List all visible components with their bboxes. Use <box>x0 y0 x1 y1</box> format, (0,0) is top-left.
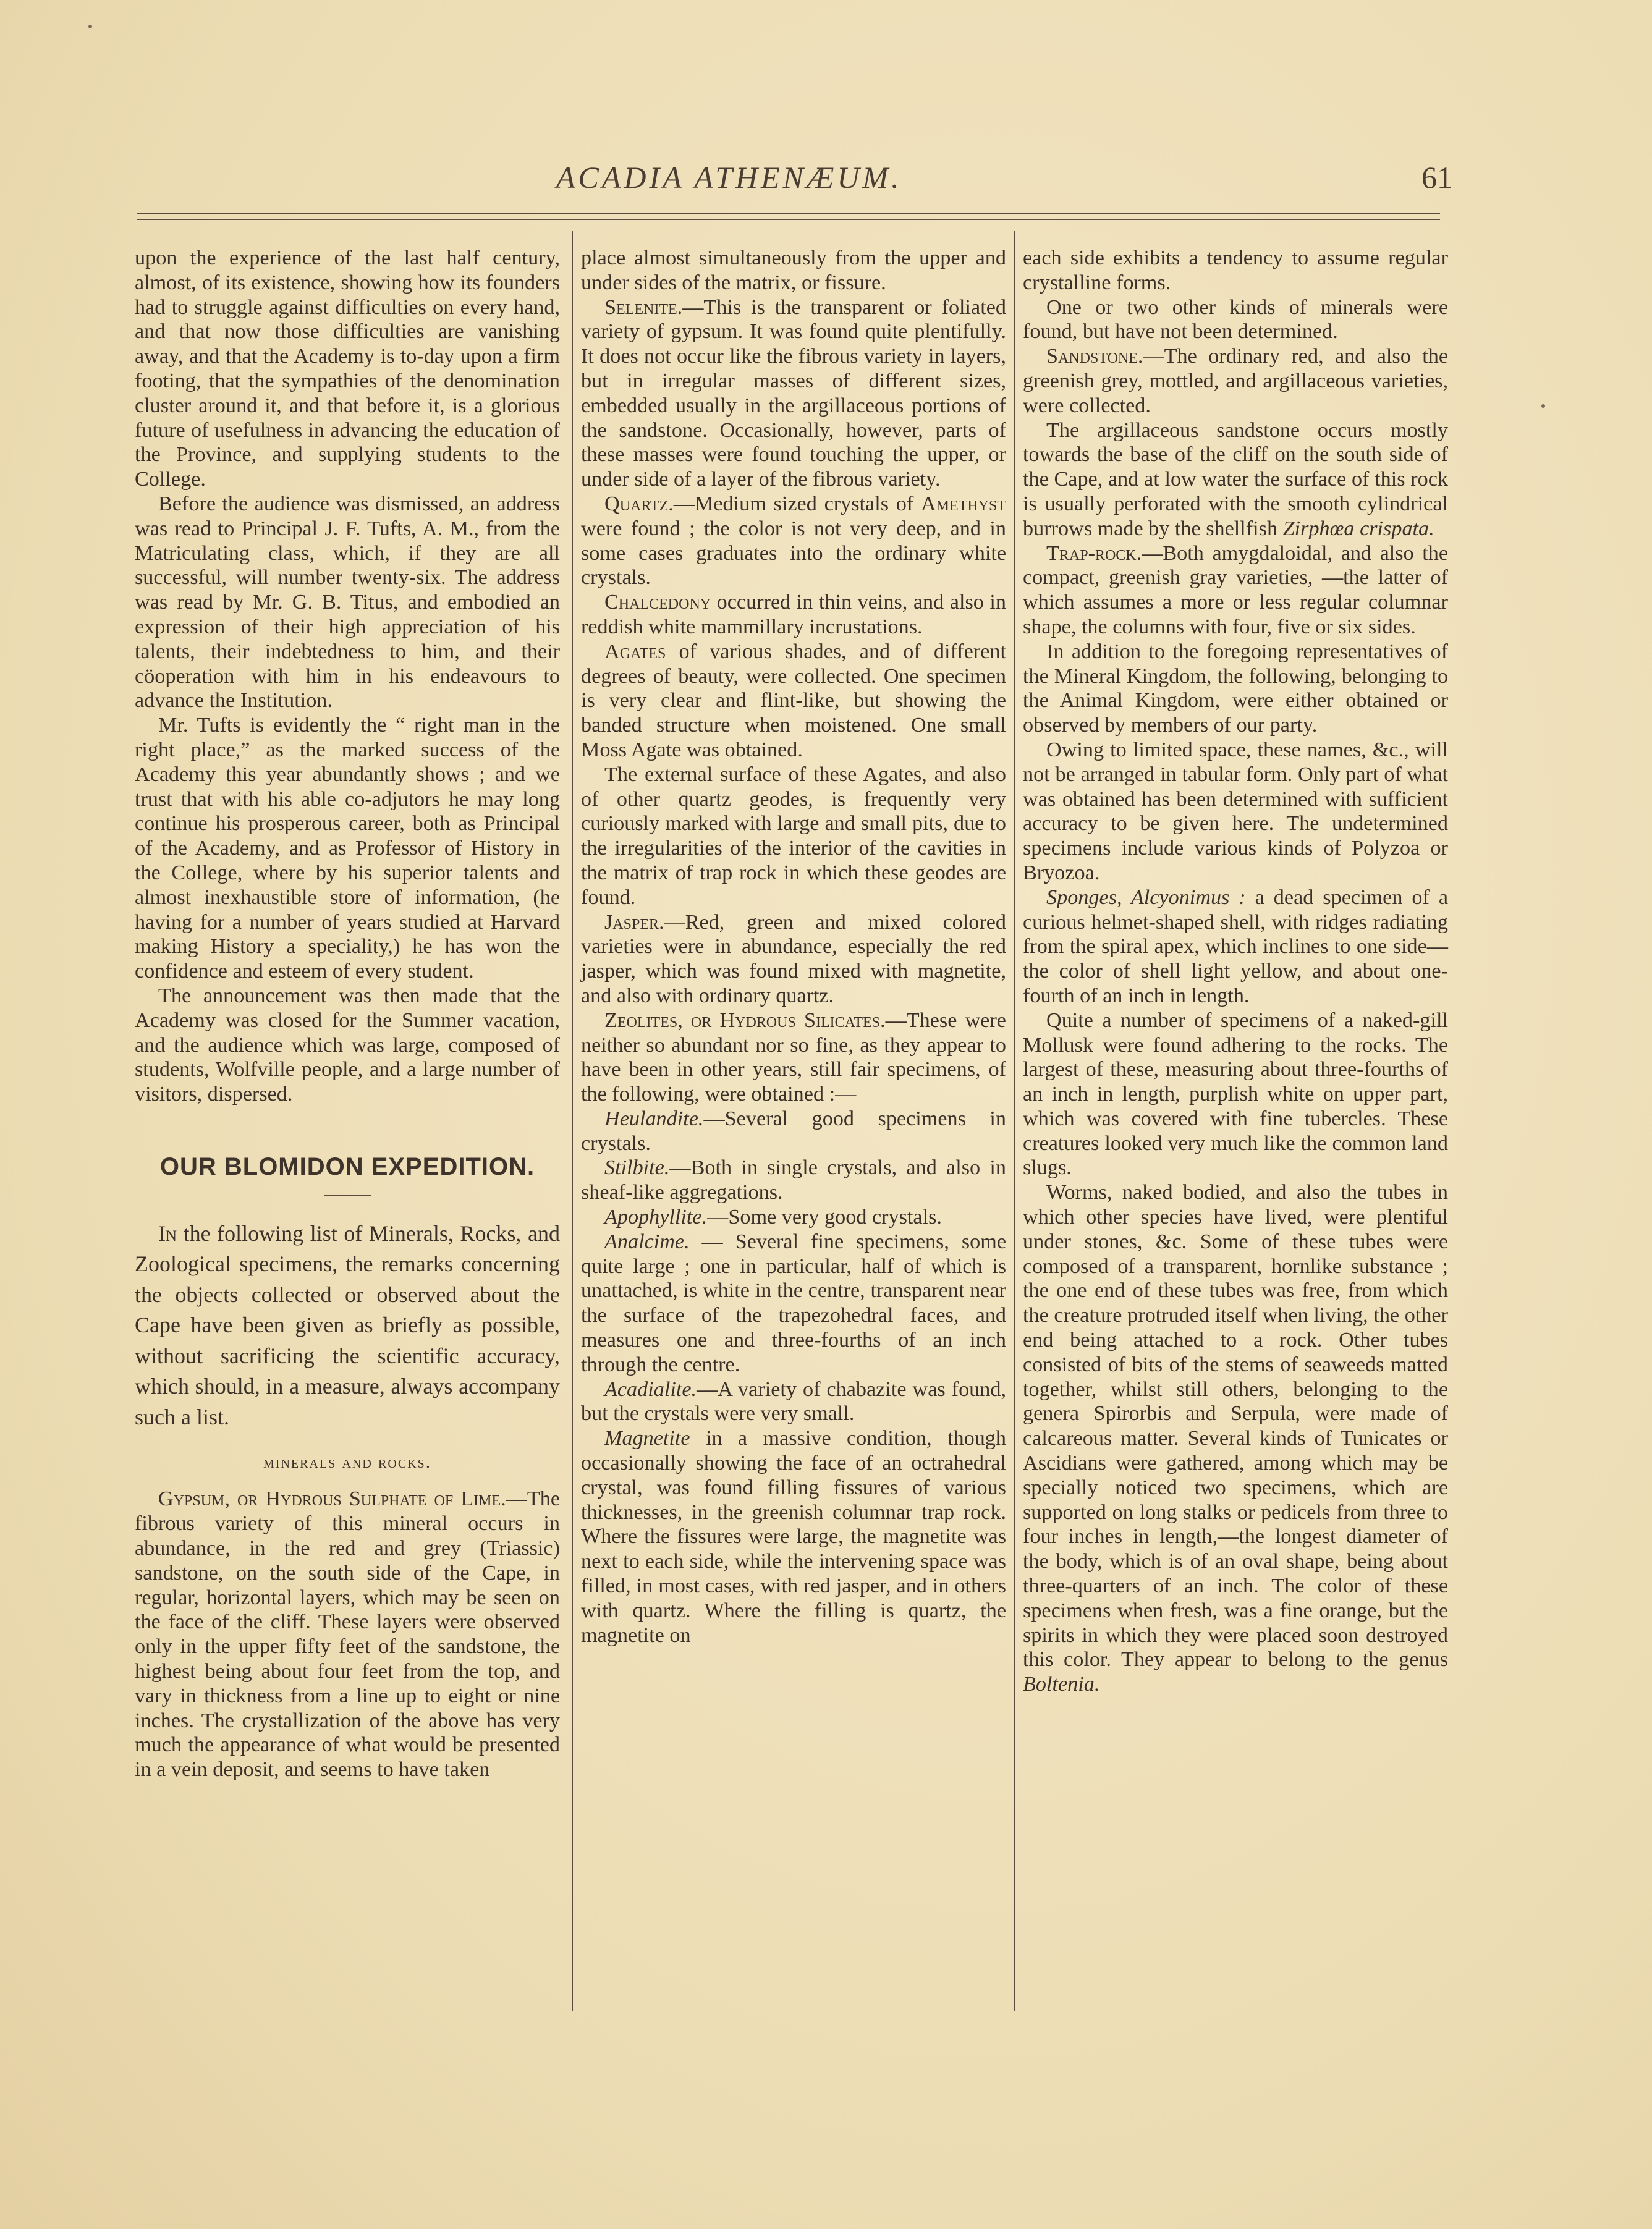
column-divider-2 <box>1014 231 1015 2011</box>
paragraph-jasper <box>581 910 1006 1009</box>
entry-text: —Some very good crystals. <box>707 1206 942 1229</box>
entry-label: Selenite. <box>604 295 683 319</box>
header-rule-bottom <box>137 219 1440 220</box>
entry-label: Acadialite. <box>604 1377 697 1401</box>
paragraph: In addition to the foregoing representatives of the Mineral Kingdom, the following, belonging to the Animal Kingdom, were either obtained or observed by members of our party. <box>1023 640 1448 737</box>
paragraph-apophyllite <box>581 1205 1006 1230</box>
paragraph: The external surface of these Agates, and also of other quartz geodes, is frequently very curiously marked with large and small pits, due to the irregularities of the interior of the cavities in the matrix of trap rock in which these geodes are found. <box>581 763 1006 909</box>
article-heading: OUR BLOMIDON EXPEDITION. <box>159 1153 535 1180</box>
page-number: 61 <box>1421 160 1452 195</box>
entry-label: Apophyllite. <box>604 1206 708 1229</box>
entry-text: of various shades, and of different degrees of beauty, were collected. One specimen is very clear and flint-like, but showing the banded structure when moistened. One small Moss Agate was obtained. <box>581 640 1006 761</box>
entry-label: Stilbite. <box>604 1156 670 1180</box>
paragraph-stilbite <box>581 1156 1006 1205</box>
paragraph-quartz <box>581 492 1006 590</box>
paragraph: Mr. Tufts is evidently the “ right man in the right place,” as the marked success of the Academy this year abundantly shows ; and we trust that with his able co-adjutors he may long continue his prosperous career, both as Principal of the Academy, and as Professor of History in the College, where by his superior talents and almost inexhaustible store of information, (he having for a number of years studied at Harvard making History a speciality,) he has won the confidence and esteem of every student. <box>135 714 560 983</box>
paragraph: One or two other kinds of minerals were found, but have not been determined. <box>1023 295 1448 344</box>
entry-text: —Both in single crystals, and also in sheaf-like aggregations. <box>581 1156 1006 1204</box>
paper-speck <box>1541 404 1545 408</box>
entry-label: Zeolites, or Hydrous Silicates. <box>604 1009 886 1032</box>
entry-label: Quartz. <box>604 492 674 515</box>
entry-label: Sponges, Alcyonimus : <box>1046 886 1246 909</box>
entry-text: —Red, green and mixed colored varieties were in abundance, especially the red jasper, which was found mixed with magnetite, and also with ordinary quartz. <box>581 910 1006 1007</box>
species-name: Boltenia. <box>1023 1673 1100 1696</box>
section-subhead: minerals and rocks. <box>263 1452 431 1473</box>
entry-label: Gypsum, or Hydrous Sulphate of Lime. <box>158 1487 506 1511</box>
paragraph <box>1023 418 1448 541</box>
entry-text: Worms, naked bodied, and also the tubes in which other species have lived, were plentiful under stones, &c. Some of these tubes were composed of a transparent, hornlike substance ; the one end of these tubes was free, from which the creature protruded itself when living, the other end being attached to a rock. Other tubes consisted of bits of the stems of seaweeds matted together, whilst still others, belonging to the genera Spirorbis and Serpula, were made of calcareous matter. Several kinds of Tunicates or Ascidians were gathered, among which may be specially noticed two specimens, which are supported on long stalks or pedicels from three to four inches in length,—the longest diameter of the body, which is of an oval shape, being about three-quarters of an inch. The color of these specimens when fresh, was a fine orange, but the spirits in which they were placed soon destroyed this color. They appear to belong to the genus <box>1023 1181 1448 1672</box>
column-2 <box>581 246 1006 1647</box>
paragraph-chalcedony <box>581 590 1006 640</box>
paragraph: each side exhibits a tendency to assume regular crystalline forms. <box>1023 247 1448 294</box>
entry-text: occurred in thin veins, and also in reddish white mammillary incrustations. <box>581 591 1006 638</box>
paragraph: The announcement was then made that the Academy was closed for the Summer vacation, and the audience which was large, composed of students, Wolfville people, and a large number of visitors, dispersed. <box>135 984 560 1106</box>
entry-label: Jasper. <box>604 910 664 934</box>
paragraph-traprock <box>1023 541 1448 640</box>
entry-text: in a massive condition, though occasionally showing the face of an octrahedral crystal, was found filling fissures of various thicknesses, in the greenish columnar trap rock. Where the fissures were large, the magnetite was next to each side, while the intervening space was filled, in most cases, with red jasper, and in others with quartz. Where the filling is quartz, the magnetite on <box>581 1427 1006 1647</box>
entry-text: —Medium sized crystals of <box>673 492 921 515</box>
entry-label: Trap-rock. <box>1046 541 1142 565</box>
species-name: Zirphœa crispata. <box>1282 517 1434 540</box>
entry-text: —A variety of chabazite was found, but the crystals were very small. <box>581 1377 1006 1426</box>
paragraph-magnetite <box>581 1426 1006 1647</box>
entry-text: were found ; the color is not very deep, and in some cases graduates into the ordinary white crystals. <box>581 517 1006 590</box>
paper-speck <box>88 25 92 28</box>
entry-label: Sandstone. <box>1046 345 1143 368</box>
paragraph: Quite a number of specimens of a naked-gill Mollusk were found adhering to the rocks. The largest of these, measuring about three-fourths of an inch in length, purplish white on upper part, which was covered with fine tubercles. These creatures looked very much like the common land slugs. <box>1023 1009 1448 1180</box>
paragraph-acadialite <box>581 1377 1006 1427</box>
entry-text: — Several fine specimens, some quite large ; one in particular, half of which is unattached, is white in the centre, transparent near the surface of the trapezohedral faces, and measures one and three-fourths of an inch through the centre. <box>581 1230 1006 1376</box>
column-1 <box>135 246 560 1782</box>
paragraph-zeolites <box>581 1009 1006 1107</box>
entry-label: Magnetite <box>604 1427 690 1450</box>
paragraph <box>1023 1180 1448 1697</box>
intro-paragraph <box>135 1219 560 1433</box>
masthead-title: ACADIA ATHENÆUM. <box>556 160 902 195</box>
entry-label: Analcime. <box>604 1230 690 1253</box>
entry-label: Amethyst <box>920 492 1006 515</box>
entry-label: Chalcedony <box>604 591 711 614</box>
entry-text: —The ordinary red, and also the greenish grey, mottled, and argillaceous varieties, were collected. <box>1023 345 1448 417</box>
drop-word: In <box>158 1220 177 1246</box>
entry-text: —These were neither so abundant nor so fine, as they appear to have been in other years, still fair specimens, of the following, were obtained :— <box>581 1009 1006 1106</box>
paragraph: upon the experience of the last half century, almost, of its existence, showing how its founders had to struggle against difficulties on every hand, and that now those difficulties are vanishing away, and that the Academy is to-day upon a firm footing, that the sympathies of the denomination cluster around it, and that before it, is a glorious future of usefulness in advancing the education of the Province, and supplying students to the College. <box>135 247 560 491</box>
header-rule-top <box>137 213 1440 214</box>
intro-text: the following list of Minerals, Rocks, and Zoological specimens, the remarks concerning the objects collected or observed about the Cape have been given as briefly as possible, without sacrificing the scientific accuracy, which should, in a measure, always accompany such a list. <box>135 1220 560 1429</box>
paragraph-analcime <box>581 1230 1006 1377</box>
entry-text: —The fibrous variety of this mineral occurs in abundance, in the red and grey (Triassic) sandstone, on the south side of the Cape, in regular, horizontal layers, which may be seen on the face of the cliff. These layers were observed only in the upper fifty feet of the sandstone, the highest being about four feet from the top, and vary in thickness from a line up to eight or nine inches. The crystallization of the above has very much the appearance of what would be presented in a vein deposit, and seems to have taken <box>135 1487 560 1782</box>
entry-text: —Several good specimens in crystals. <box>581 1107 1006 1155</box>
paragraph: place almost simultaneously from the upper and under sides of the matrix, or fissure. <box>581 247 1006 294</box>
entry-label: Heulandite. <box>604 1107 704 1130</box>
heading-rule <box>324 1195 371 1196</box>
paragraph-sponges <box>1023 886 1448 1009</box>
column-divider-1 <box>572 231 573 2011</box>
paragraph-sandstone <box>1023 344 1448 418</box>
entry-text: a dead specimen of a curious helmet-shaped shell, with ridges radiating from the spiral apex, which inclines to one side—the color of shell light yellow, and about one-fourth of an inch in length. <box>1023 886 1449 1007</box>
paragraph-gypsum <box>135 1487 560 1782</box>
paragraph: Owing to limited space, these names, &c., will not be arranged in tabular form. Only part of what was obtained has been determined with sufficient accuracy to be given here. The undetermined specimens include various kinds of Polyzoa or Bryozoa. <box>1023 738 1448 884</box>
paragraph-agates <box>581 640 1006 763</box>
paragraph-selenite <box>581 295 1006 492</box>
paragraph: Before the audience was dismissed, an address was read to Principal J. F. Tufts, A. M., from the Matriculating class, which, if they are all successful, will number twenty-six. The address was read by Mr. G. B. Titus, and embodied an expression of their high appreciation of his talents, their indebtedness to him, and their cöoperation with him in his endeavours to advance the Institution. <box>135 492 560 713</box>
paragraph-heulandite <box>581 1107 1006 1156</box>
entry-text: The argillaceous sandstone occurs mostly towards the base of the cliff on the south side of the Cape, and at low water the surface of this rock is usually perforated with the smooth cylindrical burrows made by the shellfish <box>1023 418 1448 540</box>
column-3 <box>1023 246 1448 1697</box>
entry-label: Agates <box>604 640 666 663</box>
entry-text: —Both amygdaloidal, and also the compact, greenish gray varieties, —the latter of which assumes a more or less regular columnar shape, the columns with four, five or six sides. <box>1023 541 1448 638</box>
entry-text: —This is the transparent or foliated variety of gypsum. It was found quite plentifully. It does not occur like the fibrous variety in layers, but in irregular masses of different sizes, embedded usually in the argillaceous portions of the sandstone. Occasionally, however, parts of these masses were found touching the upper, or under side of a layer of the fibrous variety. <box>581 295 1006 491</box>
